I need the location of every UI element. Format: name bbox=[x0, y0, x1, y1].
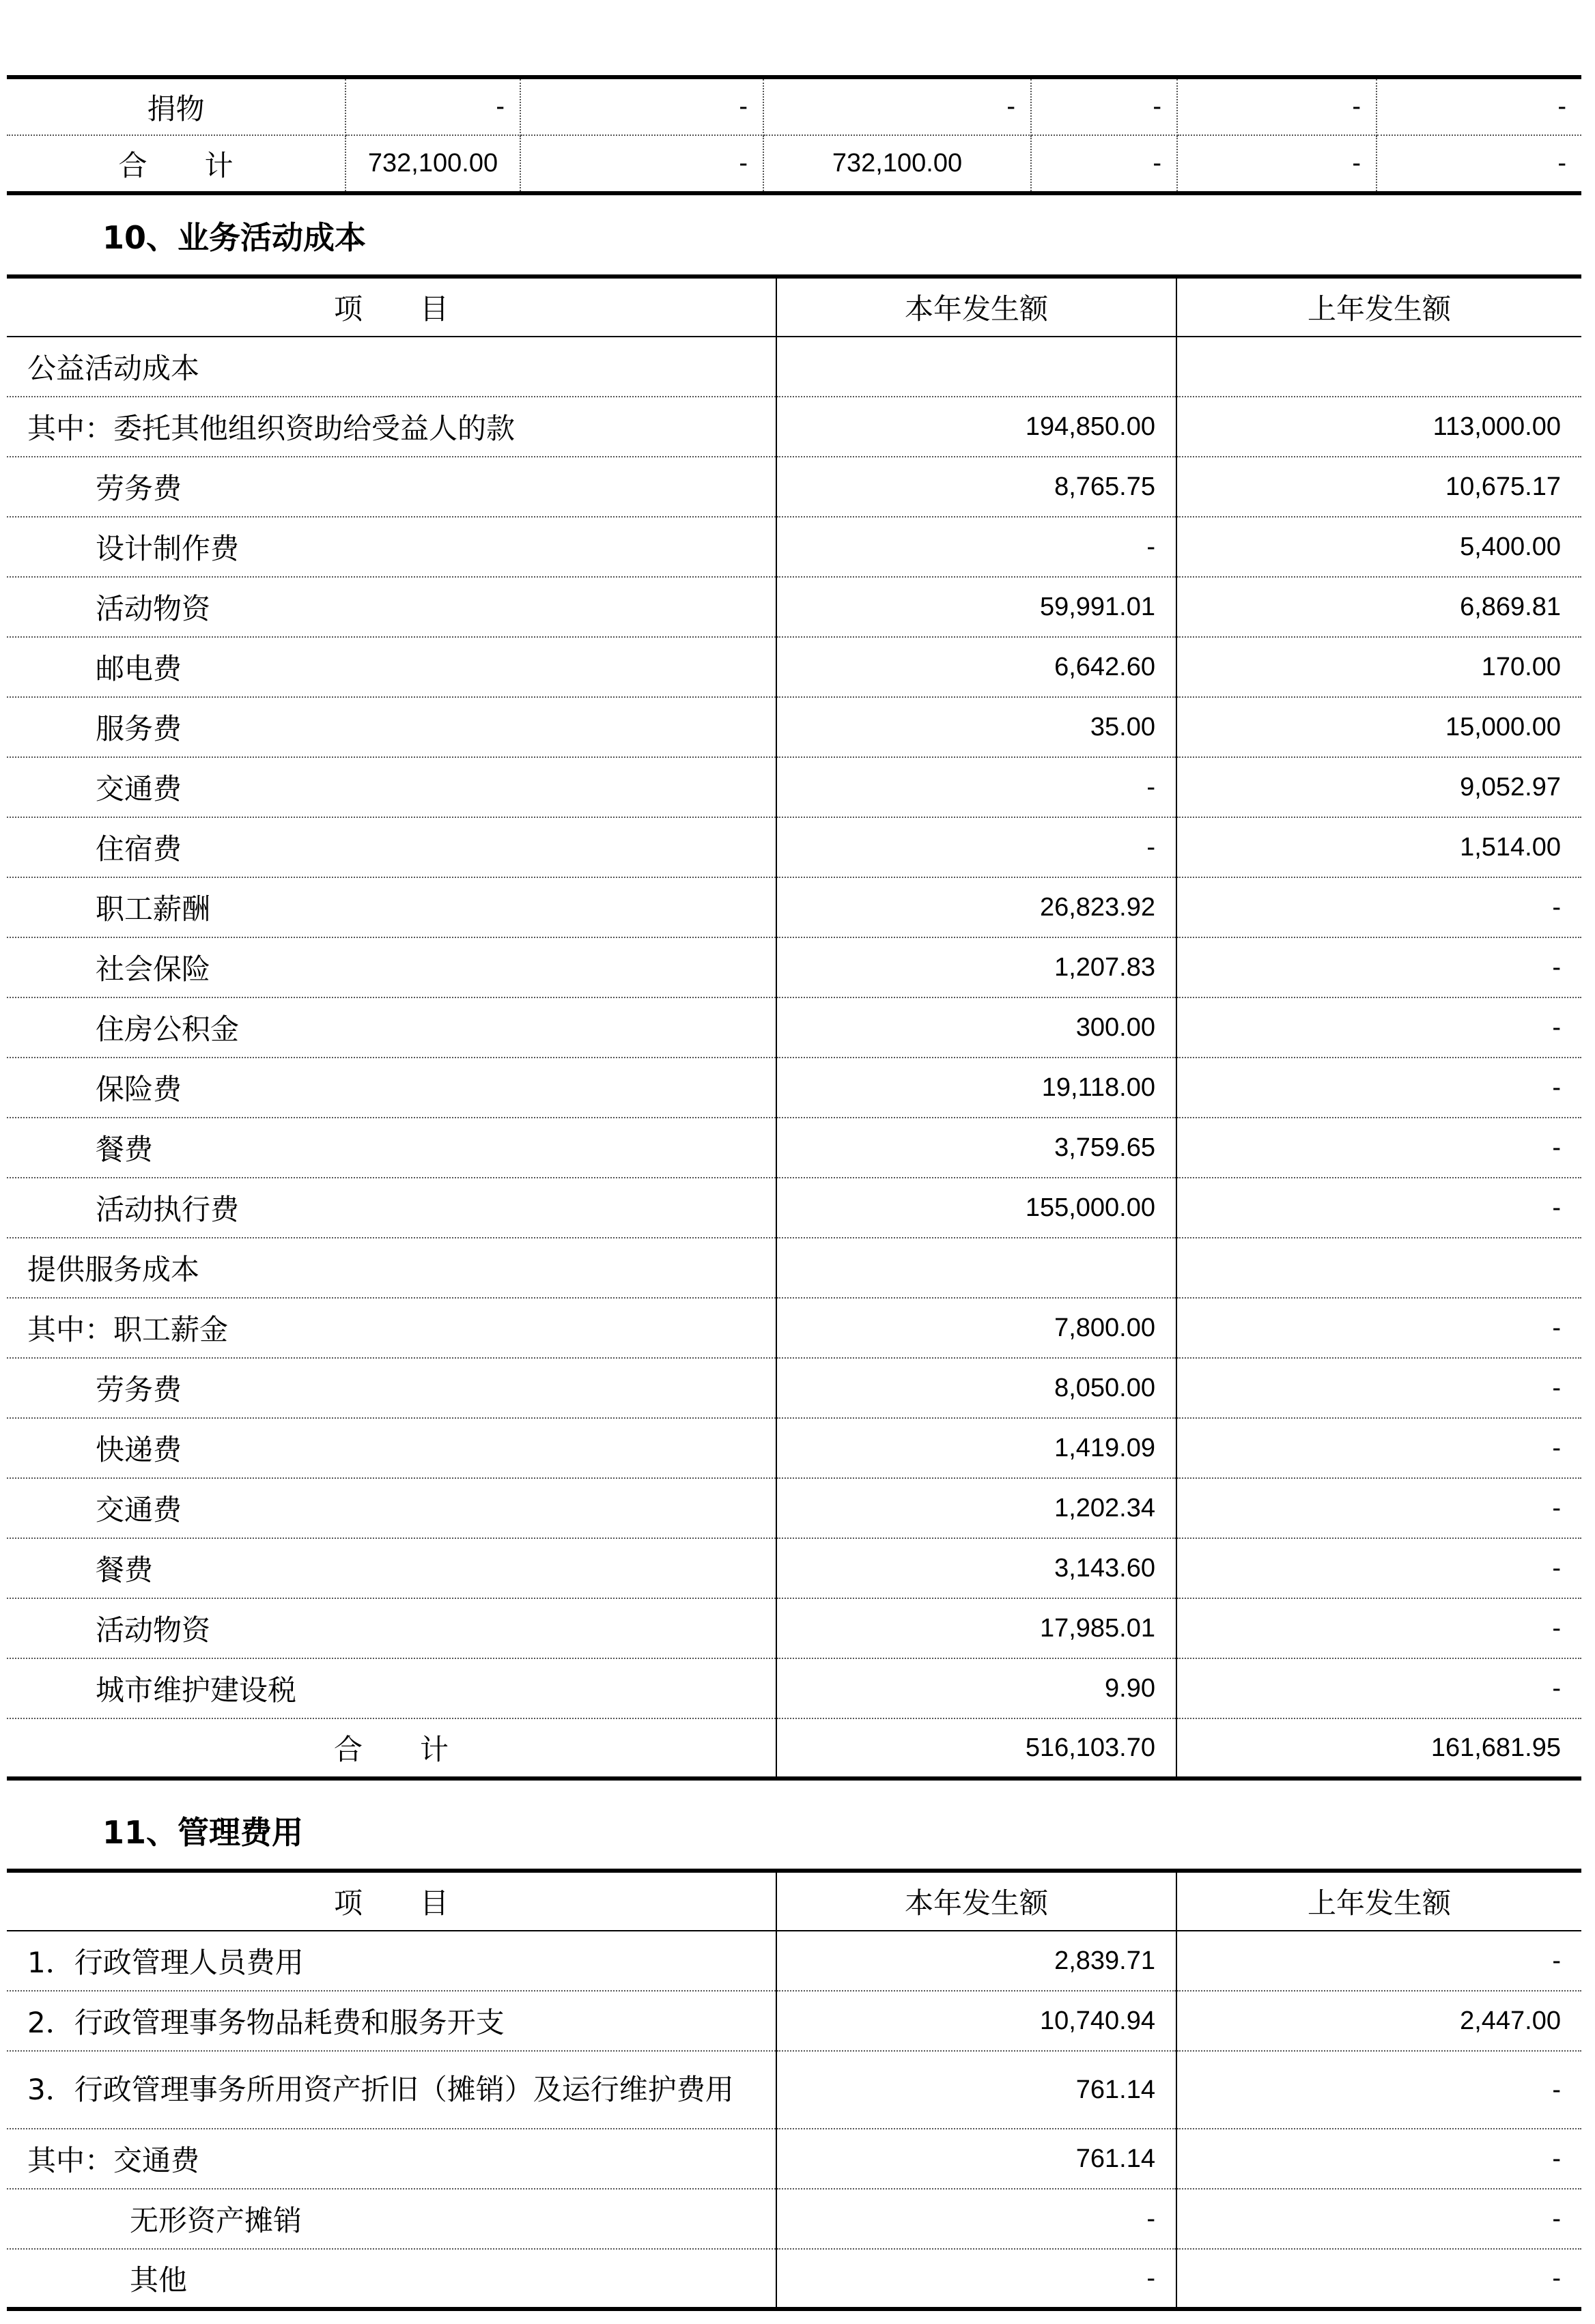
table-row bbox=[7, 997, 1581, 1058]
row-label: 无形资产摊销 bbox=[7, 2189, 776, 2249]
table-row bbox=[7, 577, 1581, 637]
prior-year-value: - bbox=[1176, 997, 1581, 1058]
row-label: 活动物资 bbox=[7, 1598, 776, 1658]
column-header: 上年发生额 bbox=[1176, 277, 1581, 337]
prior-year-value: - bbox=[1176, 1478, 1581, 1538]
table-row bbox=[7, 135, 1581, 193]
row-label: 住房公积金 bbox=[7, 997, 776, 1058]
row-label: 其中：交通费 bbox=[7, 2129, 776, 2189]
table-header-row bbox=[7, 277, 1581, 337]
current-year-value: 9.90 bbox=[776, 1658, 1176, 1718]
prior-year-value: 5,400.00 bbox=[1176, 517, 1581, 577]
table-row bbox=[7, 2249, 1581, 2309]
cell: - bbox=[520, 135, 763, 193]
table-row bbox=[7, 1418, 1581, 1478]
cell: - bbox=[1177, 135, 1377, 193]
current-year-value: - bbox=[776, 2249, 1176, 2309]
table-row bbox=[7, 1658, 1581, 1718]
current-year-value: 2,839.71 bbox=[776, 1931, 1176, 1991]
prior-year-value: - bbox=[1176, 937, 1581, 997]
prior-year-value: - bbox=[1552, 2263, 1561, 2293]
prior-year-value: - bbox=[1176, 877, 1581, 937]
current-year-value: 1,419.09 bbox=[776, 1418, 1176, 1478]
table-row bbox=[7, 1118, 1581, 1178]
row-label: 其中：委托其他组织资助给受益人的款 bbox=[7, 397, 776, 457]
current-year-value: - bbox=[776, 817, 1176, 877]
current-year-value: 8,050.00 bbox=[776, 1358, 1176, 1418]
prior-year-value: 113,000.00 bbox=[1176, 397, 1581, 457]
section-10-title: 10、业务活动成本 bbox=[102, 219, 367, 256]
row-label: 交通费 bbox=[7, 757, 776, 817]
row-label: 合 计 bbox=[7, 135, 345, 193]
current-year-value: 516,103.70 bbox=[776, 1718, 1176, 1779]
row-label: 餐费 bbox=[7, 1538, 776, 1598]
prior-year-value: - bbox=[1176, 2189, 1581, 2249]
row-label: 住宿费 bbox=[7, 817, 776, 877]
table-header-row bbox=[7, 1871, 1581, 1931]
row-label: 设计制作费 bbox=[7, 517, 776, 577]
table-row bbox=[7, 1298, 1581, 1358]
prior-year-value: 15,000.00 bbox=[1176, 697, 1581, 757]
prior-year-value: 161,681.95 bbox=[1430, 1733, 1561, 1762]
row-label: 劳务费 bbox=[7, 457, 776, 517]
current-year-value: 761.14 bbox=[776, 2051, 1176, 2129]
prior-year-value: - bbox=[1176, 2051, 1581, 2129]
table-row bbox=[7, 2129, 1581, 2189]
table-row bbox=[7, 2051, 1581, 2129]
table-row bbox=[7, 697, 1581, 757]
current-year-value: 35.00 bbox=[776, 697, 1176, 757]
row-label: 邮电费 bbox=[7, 637, 776, 697]
current-year-value: - bbox=[776, 517, 1176, 577]
prior-year-value: - bbox=[1176, 1538, 1581, 1598]
current-year-value: 7,800.00 bbox=[776, 1298, 1176, 1358]
row-label: 交通费 bbox=[7, 1478, 776, 1538]
row-label: 餐费 bbox=[7, 1118, 776, 1178]
cell: - bbox=[1557, 149, 1566, 178]
prior-year-value: - bbox=[1176, 1058, 1581, 1118]
prior-year-value: - bbox=[1176, 1118, 1581, 1178]
prior-year-value: - bbox=[1176, 1298, 1581, 1358]
table-row bbox=[7, 517, 1581, 577]
column-header: 项 目 bbox=[7, 1871, 776, 1931]
current-year-value: 194,850.00 bbox=[776, 397, 1176, 457]
business-activity-cost-table bbox=[7, 274, 1581, 1781]
current-year-value: 3,143.60 bbox=[776, 1538, 1176, 1598]
prior-year-value: - bbox=[1176, 2129, 1581, 2189]
prior-year-value: 1,514.00 bbox=[1176, 817, 1581, 877]
table-row bbox=[7, 1358, 1581, 1418]
row-label: 服务费 bbox=[7, 697, 776, 757]
table-row bbox=[7, 2189, 1581, 2249]
current-year-value: 19,118.00 bbox=[776, 1058, 1176, 1118]
table-row bbox=[7, 1178, 1581, 1238]
table-row bbox=[7, 1058, 1581, 1118]
table-row bbox=[7, 397, 1581, 457]
table-row bbox=[7, 337, 1581, 397]
prior-year-value: - bbox=[1176, 1598, 1581, 1658]
row-label: 其他 bbox=[7, 2249, 776, 2309]
prior-year-value: 170.00 bbox=[1176, 637, 1581, 697]
table-row bbox=[7, 817, 1581, 877]
column-header: 本年发生额 bbox=[776, 277, 1176, 337]
current-year-value: 1,207.83 bbox=[776, 937, 1176, 997]
table-row bbox=[7, 457, 1581, 517]
row-label: 1．行政管理人员费用 bbox=[7, 1931, 776, 1991]
row-label: 快递费 bbox=[7, 1418, 776, 1478]
prior-year-value: 10,675.17 bbox=[1176, 457, 1581, 517]
current-year-value: 8,765.75 bbox=[776, 457, 1176, 517]
prior-year-value: - bbox=[1176, 1931, 1581, 1991]
section-11-title: 11、管理费用 bbox=[102, 1814, 304, 1851]
current-year-value: 761.14 bbox=[776, 2129, 1176, 2189]
row-label: 2．行政管理事务物品耗费和服务开支 bbox=[7, 1991, 776, 2051]
current-year-value: 10,740.94 bbox=[776, 1991, 1176, 2051]
current-year-value: 59,991.01 bbox=[776, 577, 1176, 637]
current-year-value: 26,823.92 bbox=[776, 877, 1176, 937]
table-row bbox=[7, 1931, 1581, 1991]
prior-year-value: - bbox=[1176, 1178, 1581, 1238]
cell: - bbox=[763, 77, 1031, 135]
prior-year-value: 2,447.00 bbox=[1176, 1991, 1581, 2051]
current-year-value bbox=[776, 337, 1176, 397]
current-year-value: 1,202.34 bbox=[776, 1478, 1176, 1538]
row-label: 提供服务成本 bbox=[7, 1238, 776, 1298]
prior-year-value: - bbox=[1176, 1658, 1581, 1718]
row-label: 活动执行费 bbox=[7, 1178, 776, 1238]
cell: - bbox=[1377, 77, 1581, 135]
current-year-value: 3,759.65 bbox=[776, 1118, 1176, 1178]
prior-year-value: 9,052.97 bbox=[1176, 757, 1581, 817]
prior-year-value: 6,869.81 bbox=[1176, 577, 1581, 637]
row-label: 劳务费 bbox=[7, 1358, 776, 1418]
current-year-value: - bbox=[776, 757, 1176, 817]
prior-year-value: - bbox=[1176, 1418, 1581, 1478]
current-year-value bbox=[776, 1238, 1176, 1298]
prior-year-value: - bbox=[1176, 1358, 1581, 1418]
table-row bbox=[7, 1718, 1581, 1779]
cell: - bbox=[1031, 135, 1177, 193]
row-label: 合 计 bbox=[7, 1718, 776, 1779]
table-row bbox=[7, 937, 1581, 997]
current-year-value: 155,000.00 bbox=[776, 1178, 1176, 1238]
table-row bbox=[7, 1478, 1581, 1538]
cell: - bbox=[345, 77, 520, 135]
prior-year-value bbox=[1176, 337, 1581, 397]
table-row bbox=[7, 1538, 1581, 1598]
cell: - bbox=[1031, 77, 1177, 135]
cell: 732,100.00 bbox=[345, 135, 520, 193]
table-row bbox=[7, 637, 1581, 697]
management-expense-table bbox=[7, 1869, 1581, 2311]
column-header: 上年发生额 bbox=[1176, 1871, 1581, 1931]
current-year-value: - bbox=[776, 2189, 1176, 2249]
cell: 732,100.00 bbox=[763, 135, 1031, 193]
column-header: 本年发生额 bbox=[776, 1871, 1176, 1931]
row-label: 捐物 bbox=[7, 77, 345, 135]
row-label: 保险费 bbox=[7, 1058, 776, 1118]
row-label: 社会保险 bbox=[7, 937, 776, 997]
table-row bbox=[7, 757, 1581, 817]
column-header: 项 目 bbox=[7, 277, 776, 337]
current-year-value: 17,985.01 bbox=[776, 1598, 1176, 1658]
cell: - bbox=[520, 77, 763, 135]
donation-table-fragment bbox=[7, 75, 1581, 195]
current-year-value: 6,642.60 bbox=[776, 637, 1176, 697]
table-row bbox=[7, 1598, 1581, 1658]
row-label: 3．行政管理事务所用资产折旧（摊销）及运行维护费用 bbox=[7, 2051, 776, 2129]
table-row bbox=[7, 1991, 1581, 2051]
row-label: 职工薪酬 bbox=[7, 877, 776, 937]
cell: - bbox=[1177, 77, 1377, 135]
table-row bbox=[7, 877, 1581, 937]
row-label: 城市维护建设税 bbox=[7, 1658, 776, 1718]
row-label: 公益活动成本 bbox=[7, 337, 776, 397]
table-row bbox=[7, 1238, 1581, 1298]
table-row bbox=[7, 77, 1581, 135]
prior-year-value bbox=[1176, 1238, 1581, 1298]
row-label: 活动物资 bbox=[7, 577, 776, 637]
row-label: 其中：职工薪金 bbox=[7, 1298, 776, 1358]
current-year-value: 300.00 bbox=[776, 997, 1176, 1058]
